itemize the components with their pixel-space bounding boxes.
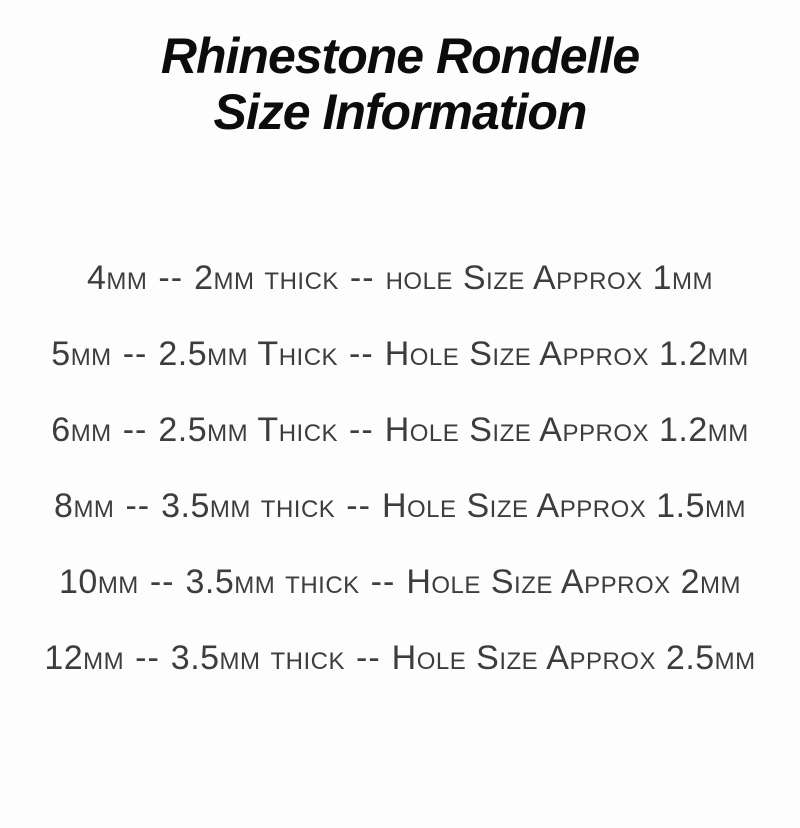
separator-dashes: --	[356, 638, 381, 677]
hole-size-value: Hole Size Approx 1.2mm	[384, 334, 749, 373]
separator-dashes: --	[370, 562, 396, 601]
size-spec-row	[0, 544, 800, 620]
thickness-value: 3.5mm thick	[185, 562, 360, 601]
size-value: 12mm	[44, 638, 125, 677]
size-value: 10mm	[59, 562, 139, 601]
size-spec-row	[0, 392, 800, 468]
size-value: 5mm	[51, 334, 112, 373]
thickness-value: 2mm thick	[194, 258, 339, 297]
thickness-value: 3.5mm thick	[161, 486, 336, 525]
hole-size-value: hole Size Approx 1mm	[385, 258, 713, 297]
hole-size-value: Hole Size Approx 1.5mm	[381, 486, 746, 525]
separator-dashes: --	[149, 562, 175, 601]
size-value: 4mm	[87, 258, 148, 297]
size-value: 8mm	[54, 486, 115, 525]
hole-size-value: Hole Size Approx 2.5mm	[391, 638, 756, 677]
separator-dashes: --	[125, 486, 151, 525]
size-spec-list	[0, 240, 800, 696]
size-spec-row	[0, 240, 800, 316]
hole-size-value: Hole Size Approx 2mm	[406, 562, 741, 601]
separator-dashes: --	[135, 638, 160, 677]
separator-dashes: --	[158, 258, 184, 297]
separator-dashes: --	[349, 334, 374, 373]
size-spec-row	[0, 316, 800, 392]
size-spec-row	[0, 468, 800, 544]
separator-dashes: --	[349, 258, 375, 297]
size-value: 6mm	[51, 410, 112, 449]
size-spec-row	[0, 620, 800, 696]
hole-size-value: Hole Size Approx 1.2mm	[384, 410, 749, 449]
page-title	[0, 28, 800, 140]
page-title-line-1: Rhinestone Rondelle	[160, 28, 640, 84]
separator-dashes: --	[122, 410, 148, 449]
separator-dashes: --	[346, 486, 371, 525]
page-title-line-2: Size Information	[213, 84, 587, 140]
thickness-value: 2.5mm Thick	[158, 334, 339, 373]
thickness-value: 3.5mm thick	[170, 638, 345, 677]
separator-dashes: --	[349, 410, 374, 449]
separator-dashes: --	[122, 334, 148, 373]
thickness-value: 2.5mm Thick	[158, 410, 339, 449]
